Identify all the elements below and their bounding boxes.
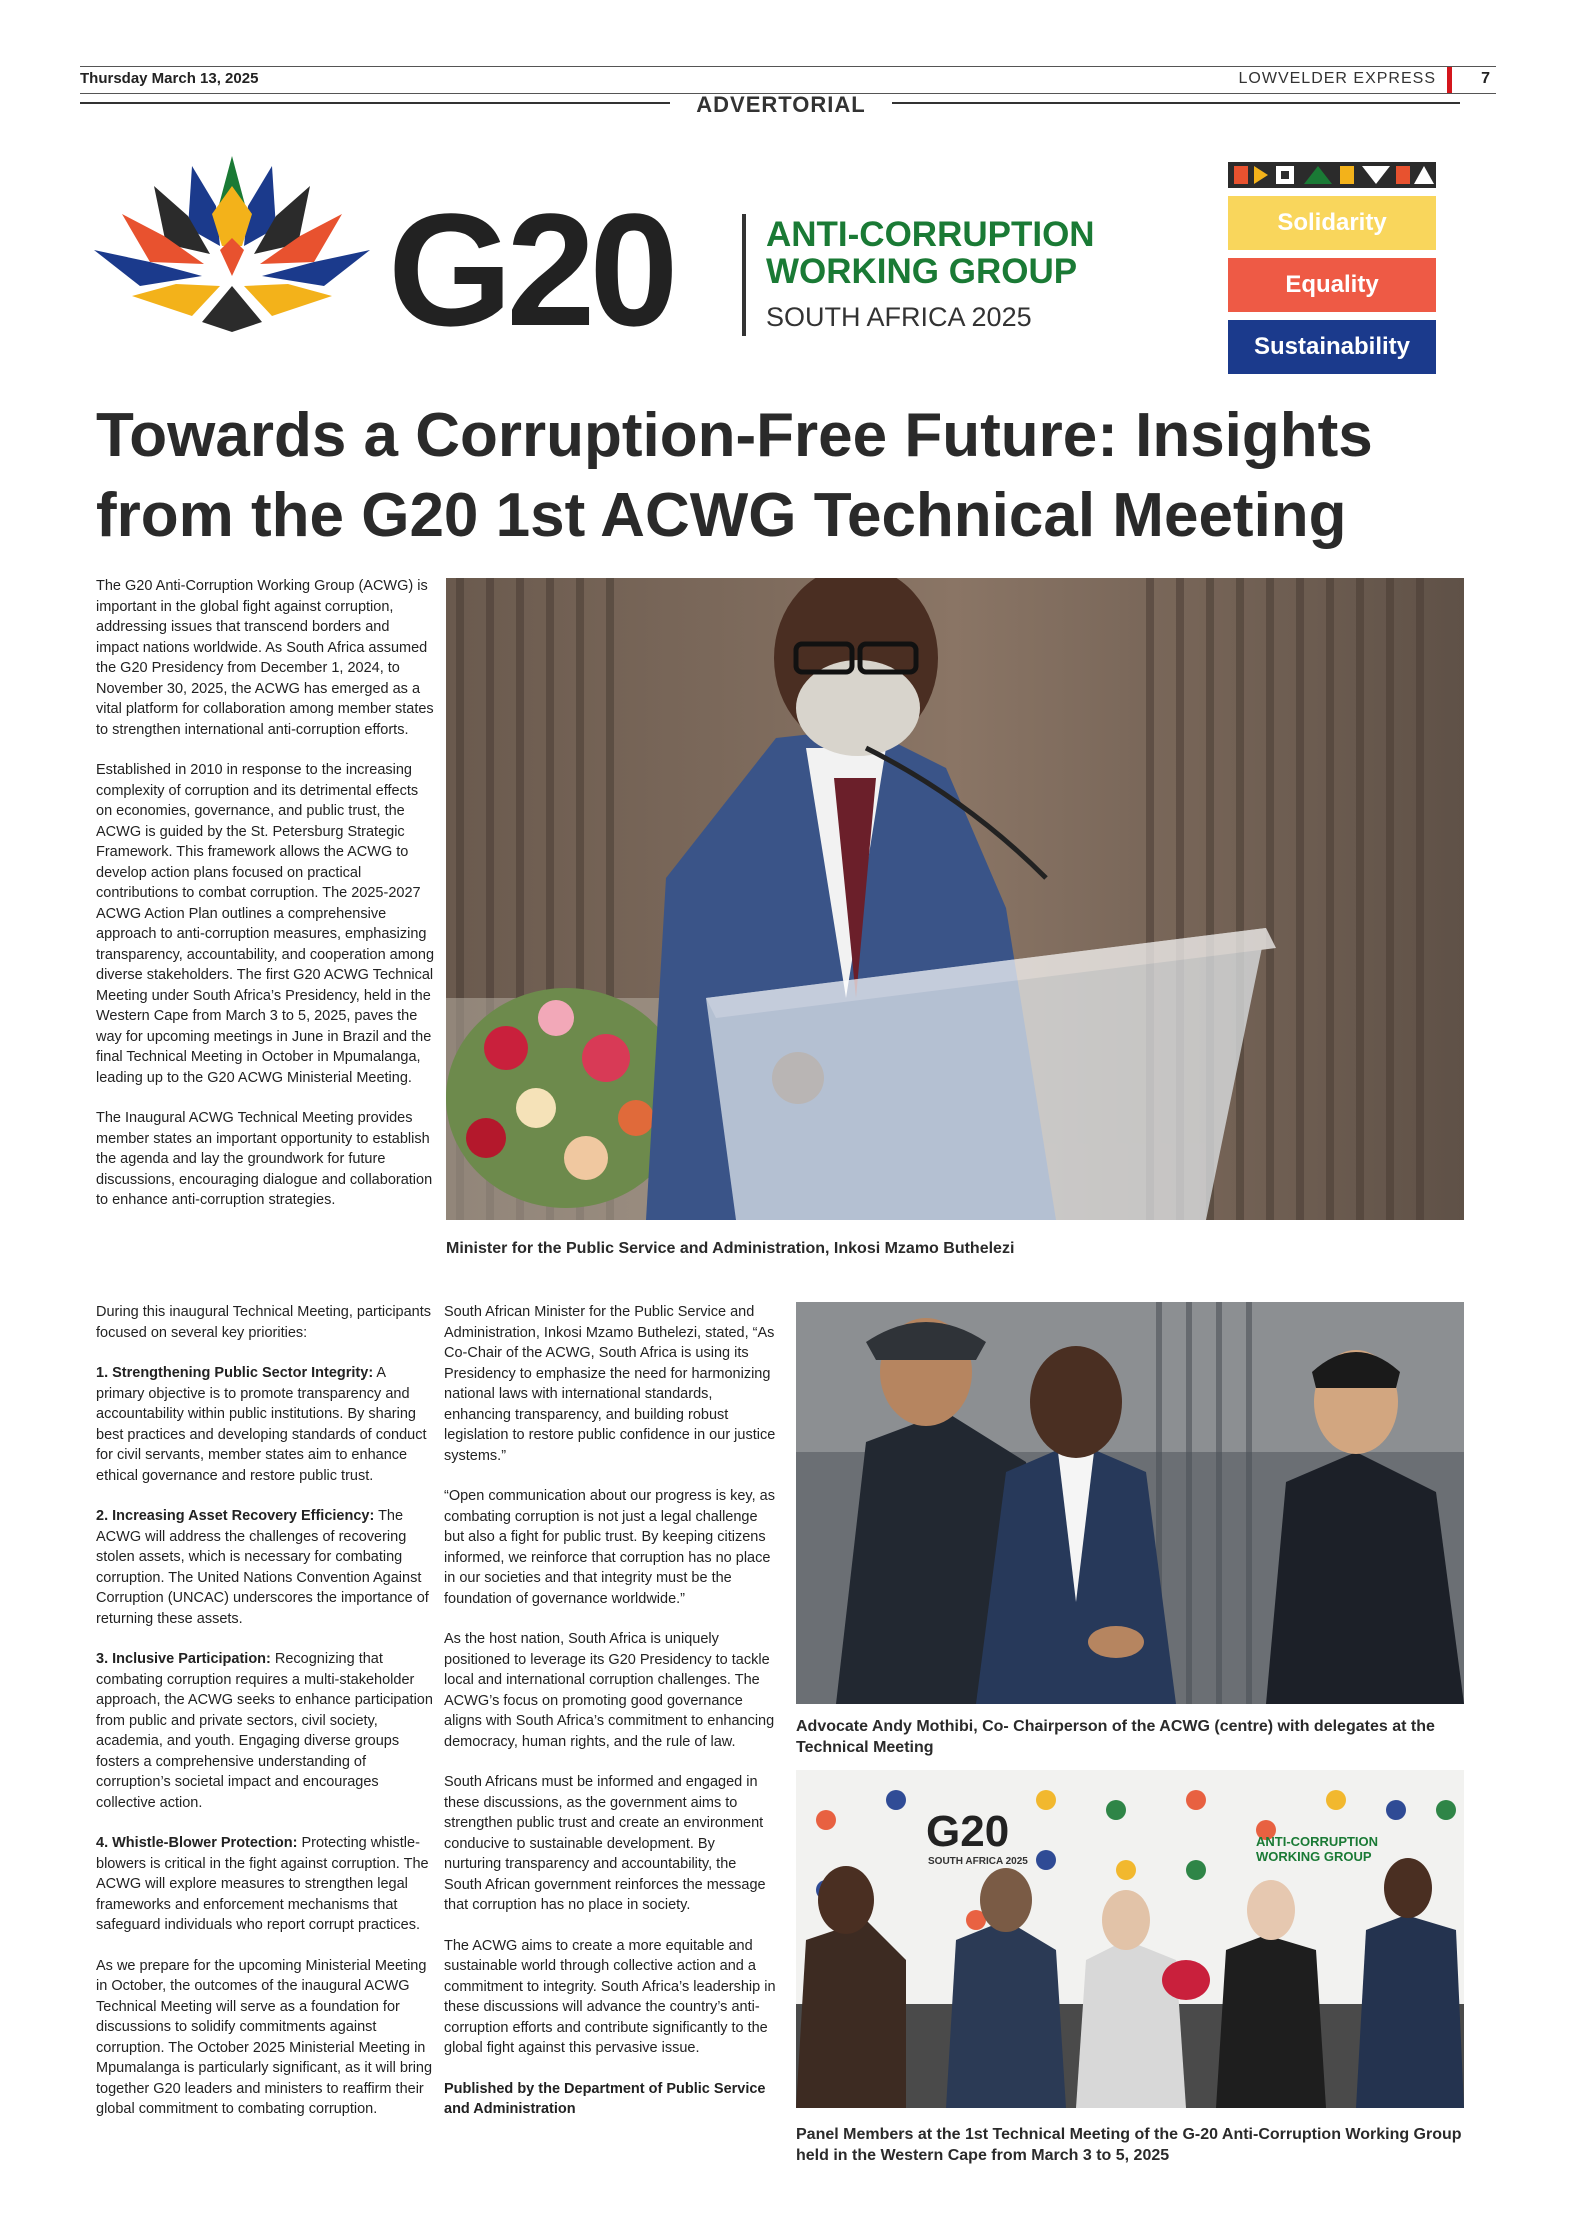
value-sustainability: Sustainability xyxy=(1228,320,1436,374)
article-column-1-bottom xyxy=(96,1302,434,2140)
priority-text: The ACWG will address the challenges of recovering stolen assets, which is necessary for combating corruption. The United Nations Convention Against Corruption (UNCAC) underscores the importance of returning these assets. xyxy=(96,1508,429,1627)
paragraph: The ACWG aims to create a more equitable and sustainable world through collective action and a commitment to integrity. South Africa’s leadership in these discussions will advance the country’s anti-corruption efforts and contribute significantly to the global fight against this pervasive issue. xyxy=(444,1937,776,2056)
article-column-2 xyxy=(444,1302,776,2140)
page-header xyxy=(80,66,1496,94)
paragraph: As the host nation, South Africa is uniquely positioned to leverage its G20 Presidency to tackle local and international corruption challenges. The ACWG’s focus on promoting good governance aligns with South Africa’s commitment to enhancing democracy, human rights, and the rule of law. xyxy=(444,1631,775,1750)
paragraph: The Inaugural ACWG Technical Meeting provides member states an important opportunity to establish the agenda and lay the groundwork for future discussions, encouraging dialogue and collaboration to enhance anti-corruption strategies. xyxy=(96,1110,433,1208)
section-label: ADVERTORIAL xyxy=(696,92,866,117)
protea-petals xyxy=(94,156,370,332)
article-column-1-top xyxy=(96,576,434,1231)
minister-speaking-photo xyxy=(446,578,1464,1220)
value-solidarity: Solidarity xyxy=(1228,196,1436,250)
main-photo-caption: Minister for the Public Service and Administration, Inkosi Mzamo Buthelezi xyxy=(446,1240,1015,1257)
priority-item xyxy=(96,1833,434,1936)
priority-title: 3. Inclusive Participation: xyxy=(96,1651,271,1667)
second-photo-caption: Advocate Andy Mothibi, Co- Chairperson of the ACWG (centre) with delegates at the Technical Meeting xyxy=(796,1718,1435,1756)
section-rule-left xyxy=(80,102,670,104)
working-group-line-1: ANTI-CORRUPTION xyxy=(766,215,1095,254)
header-red-rule xyxy=(1447,67,1452,93)
backdrop-g20: G20 xyxy=(926,1807,1010,1856)
working-group-title xyxy=(766,216,1095,290)
priority-title: 2. Increasing Asset Recovery Efficiency: xyxy=(96,1508,375,1524)
issue-date: Thursday March 13, 2025 xyxy=(80,70,259,87)
priority-text: Protecting whistle-blowers is critical in the fight against corruption. The ACWG will explore measures to strengthen legal frameworks and enforcement mechanisms that safeguard individuals who report corrupt practices. xyxy=(96,1835,429,1933)
publication-name: LOWVELDER EXPRESS xyxy=(1238,70,1436,87)
value-equality: Equality xyxy=(1228,258,1436,312)
section-rule-right xyxy=(892,102,1460,104)
paragraph: South African Minister for the Public Service and Administration, Inkosi Mzamo Buthelezi, stated, “As Co-Chair of the ACWG, South Africa is using its Presidency to emphasize the need for harmonizing national laws with international standards, enhancing transparency, and building robust legislation to restore public confidence in our justice systems.” xyxy=(444,1304,776,1464)
priority-item xyxy=(96,1649,434,1813)
priority-title: 1. Strengthening Public Sector Integrity: xyxy=(96,1365,374,1381)
g20-wordmark: G20 xyxy=(388,180,673,359)
handshake-photo xyxy=(796,1302,1464,1704)
priority-text: A primary objective is to promote transparency and accountability within public institutions. By sharing best practices and developing standards of conduct for civil servants, member states aim to enhance ethical governance and restore public trust. xyxy=(96,1365,427,1484)
paragraph: As we prepare for the upcoming Ministerial Meeting in October, the outcomes of the inaugural ACWG Technical Meeting will serve as a foundation for discussions to solidify commitments against corruption. The October 2025 Ministerial Meeting in Mpumalanga is particularly significant, as it will bring together G20 leaders and ministers to reaffirm their global commitment to combating corruption. xyxy=(96,1957,433,2117)
publisher-credit: Published by the Department of Public Service and Administration xyxy=(444,2080,766,2117)
article-headline: Towards a Corruption-Free Future: Insights from the G20 1st ACWG Technical Meeting xyxy=(96,401,1373,550)
working-group-subtitle: SOUTH AFRICA 2025 xyxy=(766,302,1032,332)
paragraph: South Africans must be informed and engaged in these discussions, as the government aims to strengthen public trust and create an environment conducive to sustainable development. By nurturing transparency and accountability, the South African government reinforces the message that corruption has no place in society. xyxy=(444,1774,766,1913)
decorative-pattern-strip xyxy=(1228,162,1436,188)
protea-emblem xyxy=(92,146,372,336)
paragraph: Established in 2010 in response to the increasing complexity of corruption and its detrimental effects on economies, governance, and public trust, the ACWG is guided by the St. Petersburg Strategic Framework. This framework allows the ACWG to develop action plans focused on practical contributions to combat corruption. The 2025-2027 ACWG Action Plan outlines a comprehensive approach to anti-corruption measures, emphasizing transparency, accountability, and cooperation among diverse stakeholders. The first G20 ACWG Technical Meeting under South Africa’s Presidency, held in the Western Cape from March 3 to 5, 2025, paves the way for upcoming meetings in June in Brazil and the final Technical Meeting in October in Mpumalanga, leading up to the G20 ACWG Ministerial Meeting. xyxy=(96,762,435,1086)
logo-divider xyxy=(742,214,746,336)
page-number: 7 xyxy=(1481,70,1490,87)
panel-photo xyxy=(796,1770,1464,2108)
backdrop-banner: ANTI-CORRUPTION WORKING GROUP xyxy=(1256,1834,1379,1864)
priority-text: Recognizing that combating corruption requires a multi-stakeholder approach, the ACWG seeks to enhance participation from public and private sectors, civil society, academia, and youth. Engaging diverse groups fosters a comprehensive understanding of corruption’s societal impact and encourages collective action. xyxy=(96,1651,433,1811)
paragraph: “Open communication about our progress is key, as combating corruption is not just a legal challenge but also a fight for public trust. By keeping citizens informed, we reinforce that corruption has no place in our societies and that integrity must be the foundation of governance worldwide.” xyxy=(444,1488,775,1607)
priority-item xyxy=(96,1506,434,1629)
backdrop-sa2025: SOUTH AFRICA 2025 xyxy=(928,1856,1028,1867)
priority-title: 4. Whistle-Blower Protection: xyxy=(96,1835,298,1851)
priority-item xyxy=(96,1363,434,1486)
priorities-intro: During this inaugural Technical Meeting, participants focused on several key priorities: xyxy=(96,1304,432,1341)
working-group-line-2: WORKING GROUP xyxy=(766,252,1078,291)
third-photo-caption: Panel Members at the 1st Technical Meeting of the G-20 Anti-Corruption Working Group held in the Western Cape from March 3 to 5, 2025 xyxy=(796,2126,1462,2164)
panel-scene xyxy=(796,1770,1464,2108)
paragraph: The G20 Anti-Corruption Working Group (ACWG) is important in the global fight against corruption, addressing issues that transcend borders and impact nations worldwide. As South Africa assumed the G20 Presidency from December 1, 2024, to November 30, 2025, the ACWG has emerged as a vital platform for collaboration among member states to strengthen international anti-corruption efforts. xyxy=(96,578,434,738)
